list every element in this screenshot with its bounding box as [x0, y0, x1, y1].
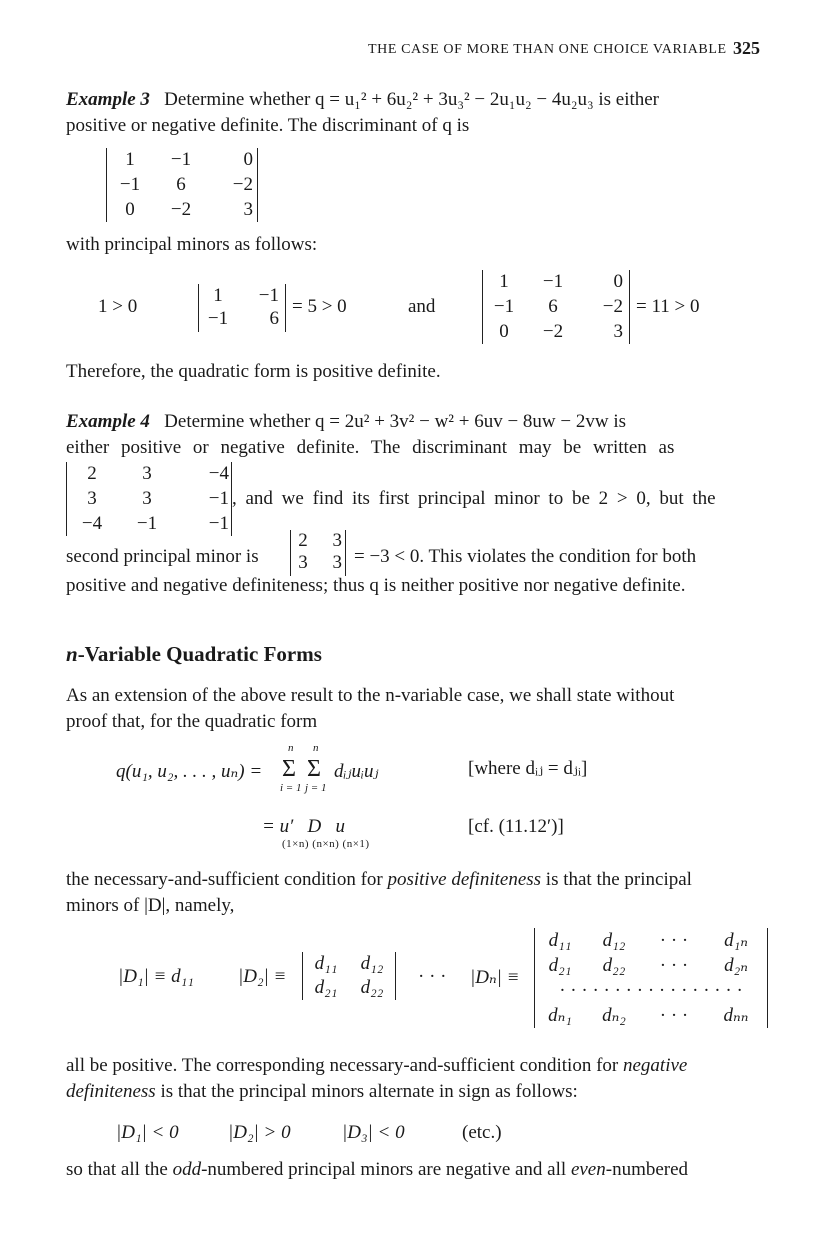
section-p1-line2: proof that, for the quadratic form	[66, 711, 318, 732]
section-heading: n-Variable Quadratic Forms	[66, 642, 322, 666]
eq1-sum-bottom-i: i = 1	[280, 782, 302, 794]
eq2-rhs: = u′ D u	[262, 816, 345, 837]
matrix-cell: d₂₁	[314, 977, 338, 998]
matrix-cell: −2	[170, 199, 192, 220]
minor-D2-determinant	[302, 952, 396, 1000]
matrix-cell: 3	[142, 488, 152, 509]
matrix-cell: d₁₂	[360, 953, 384, 974]
matrix-cell: 6	[548, 296, 558, 317]
matrix-cell: 1	[125, 149, 135, 170]
minors-intro: with principal minors as follows:	[66, 234, 318, 255]
eq2-dims: (1×n) (n×n) (n×1)	[282, 838, 370, 850]
matrix-cell: 3	[243, 199, 253, 220]
matrix-cell: d₂ₙ	[724, 955, 748, 976]
eq1-sum-bottom-j: j = 1	[305, 782, 327, 794]
example4-line4-post: = −3 < 0. This violates the condition for both	[354, 546, 697, 567]
eq1-sigma-j: Σ	[307, 756, 321, 782]
matrix-cell: d₂₂	[602, 955, 626, 976]
matrix-cell: −1	[207, 308, 229, 329]
alt-sign-D3: |D₃| < 0	[342, 1122, 405, 1143]
matrix-cell: 3	[613, 321, 623, 342]
matrix-cell: 3	[87, 488, 97, 509]
section-p1-line1: As an extension of the above result to the n-variable case, we shall state without	[66, 685, 675, 706]
example3-conclusion: Therefore, the quadratic form is positive definite.	[66, 361, 441, 382]
matrix-cell: −1	[170, 149, 192, 170]
minor-D2-label: |D₂| ≡	[238, 966, 287, 987]
matrix-cell: −1	[493, 296, 515, 317]
matrix-cell: 3	[298, 552, 308, 573]
matrix-cell: d₂₁	[548, 955, 572, 976]
matrix-cell: 6	[176, 174, 186, 195]
second-minor-determinant	[198, 284, 286, 332]
matrix-cell: 2	[298, 530, 308, 551]
page-number: 325	[733, 38, 760, 58]
example3-label: Example 3	[66, 89, 150, 110]
matrix-cell: dₙ₁	[548, 1005, 572, 1026]
matrix-cell: 3	[332, 552, 342, 573]
section-p3-line1: all be positive. The corresponding necessary-and-sufficient condition for negative	[66, 1055, 688, 1076]
matrix-cell: −1	[208, 513, 229, 534]
and-word: and	[408, 296, 436, 317]
example3-statement: Determine whether q = u₁² + 6u₂² + 3u₃² − 2u₁u₂ − 4u₂u₃ is either	[164, 89, 660, 110]
matrix-cell: dₙₙ	[723, 1005, 749, 1026]
matrix-cell: −2	[232, 174, 253, 195]
eq1-sigma-i: Σ	[282, 756, 296, 782]
example3-line1	[66, 88, 659, 112]
example4-line3: , and we find its first principal minor to be 2 > 0, but the	[232, 488, 716, 509]
alt-sign-etc: (etc.)	[462, 1122, 502, 1143]
example4-statement: Determine whether q = 2u² + 3v² − w² + 6uv − 8uw − 2vw is	[164, 411, 627, 432]
minors-ellipsis: · · ·	[418, 966, 447, 987]
eq1-sum-top-j: n	[313, 742, 319, 754]
matrix-cell: −1	[208, 488, 229, 509]
matrix-cell: 3	[142, 463, 152, 484]
matrix-cell: d₂₂	[360, 977, 384, 998]
alt-sign-D1: |D₁| < 0	[116, 1122, 179, 1143]
running-header: THE CASE OF MORE THAN ONE CHOICE VARIABLE	[368, 42, 727, 57]
matrix-cell: 1	[499, 271, 509, 292]
matrix-cell: d₁₁	[314, 953, 338, 974]
matrix-cell: −1	[542, 271, 564, 292]
example4-discriminant	[66, 462, 232, 536]
eq1-note: [where dᵢⱼ = dⱼᵢ]	[468, 758, 588, 779]
minor-D1: |D₁| ≡ d₁₁	[118, 966, 194, 987]
matrix-cell: 3	[332, 530, 342, 551]
matrix-cell: −1	[119, 174, 141, 195]
alt-sign-D2: |D₂| > 0	[228, 1122, 291, 1143]
section-p4: so that all the odd-numbered principal minors are negative and all even-numbered	[66, 1159, 689, 1180]
matrix-cell: dₙ₂	[602, 1005, 626, 1026]
matrix-cell: d₁₁	[548, 930, 572, 951]
eq1-lhs: q(u₁, u₂, . . . , uₙ) =	[116, 761, 263, 782]
eq1-body: dᵢⱼuᵢuⱼ	[334, 761, 379, 782]
matrix-cell: · · ·	[659, 930, 689, 951]
matrix-cell: 0	[613, 271, 623, 292]
first-minor: 1 > 0	[98, 296, 138, 317]
matrix-cell: d₁₂	[602, 930, 626, 951]
eq2-note: [cf. (11.12′)]	[468, 816, 564, 837]
minor-Dn-label: |Dₙ| ≡	[470, 967, 520, 988]
matrix-cell: −4	[81, 513, 103, 534]
section-p2-line1: the necessary-and-sufficient condition for positive definiteness is that the principal	[66, 869, 692, 890]
third-minor-determinant	[482, 270, 630, 344]
matrix-cell: 2	[87, 463, 97, 484]
matrix-cell: 0	[499, 321, 509, 342]
matrix-cell: 6	[269, 308, 279, 329]
matrix-cell: · · ·	[659, 955, 689, 976]
example3-discriminant	[106, 148, 258, 222]
matrix-cell: −2	[542, 321, 564, 342]
section-p3-line2: definiteness is that the principal minors alternate in sign as follows:	[66, 1081, 578, 1102]
example4-second-minor	[290, 530, 346, 576]
example4-label: Example 4	[66, 411, 150, 432]
example4-line4-pre: second principal minor is	[66, 546, 259, 567]
matrix-cell: −4	[208, 463, 229, 484]
example4-line2: either positive or negative definite. The discriminant may be written as	[66, 437, 675, 458]
example4-line5: positive and negative definiteness; thus q is neither positive nor negative definite.	[66, 575, 686, 596]
section-p2-line2: minors of |D|, namely,	[66, 895, 235, 916]
matrix-cell: −1	[258, 285, 279, 306]
matrix-dots-row: · · · · · · · · · · · · · · · · ·	[559, 980, 743, 1001]
example4-line1	[66, 410, 626, 434]
matrix-cell: −2	[602, 296, 623, 317]
third-minor-result: = 11 > 0	[636, 296, 700, 317]
second-minor-result: = 5 > 0	[292, 296, 347, 317]
matrix-cell: 0	[243, 149, 253, 170]
eq1-sum-top-i: n	[288, 742, 294, 754]
minor-Dn-determinant	[534, 928, 768, 1028]
matrix-cell: 0	[125, 199, 135, 220]
matrix-cell: −1	[136, 513, 158, 534]
example3-line2: positive or negative definite. The discriminant of q is	[66, 115, 470, 136]
matrix-cell: d₁ₙ	[724, 930, 748, 951]
matrix-cell: · · ·	[659, 1005, 689, 1026]
matrix-cell: 1	[213, 285, 223, 306]
